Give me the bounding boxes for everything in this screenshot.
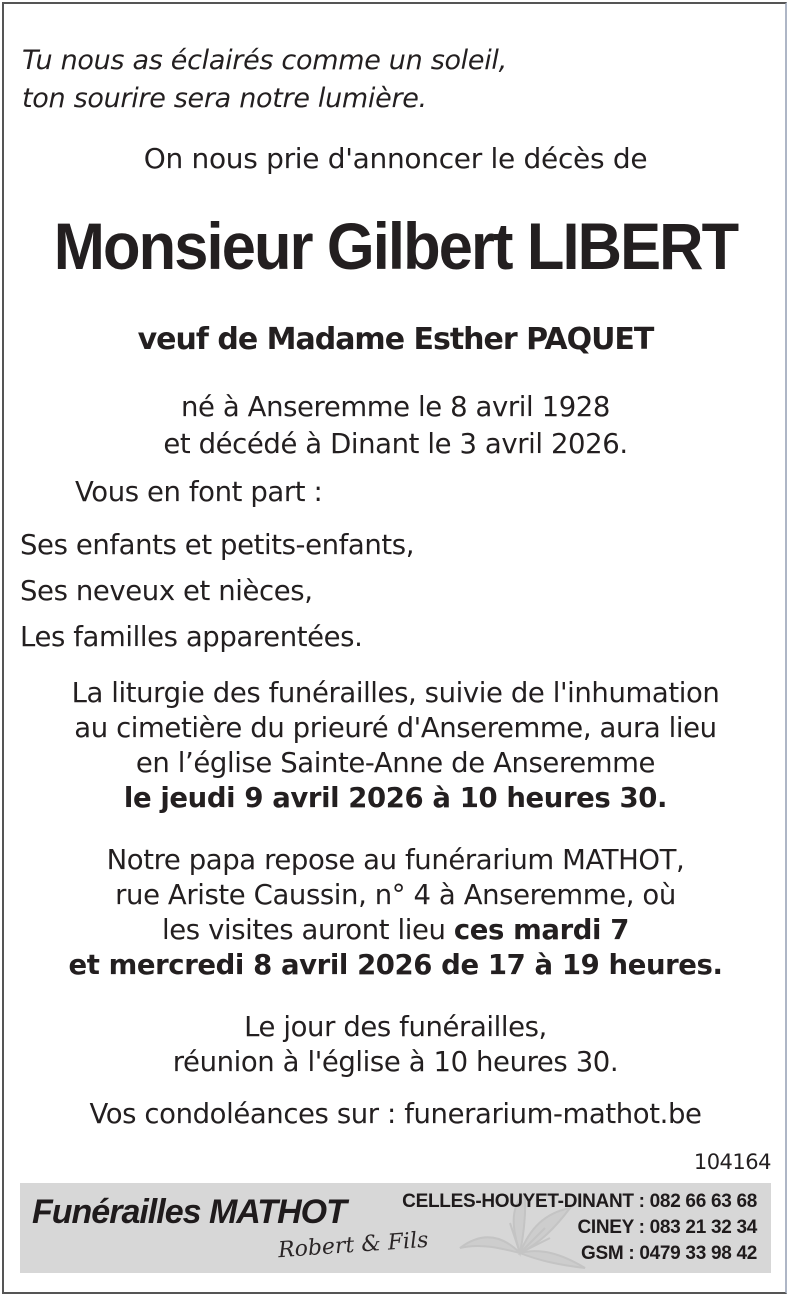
liturgy-line-3: en l’église Sainte-Anne de Anseremme	[135, 747, 656, 779]
visitation-line-4: et mercredi 8 avril 2026 de 17 à 19 heures.	[68, 949, 723, 981]
funeral-home-banner	[20, 1183, 771, 1273]
deceased-name: Monsieur Gilbert LIBERT	[53, 209, 738, 283]
epigraph	[22, 42, 507, 118]
visitation-line-2: rue Ariste Caussin, n° 4 à Anseremme, où	[115, 879, 676, 911]
funeral-home-subtitle: Robert & Fils	[277, 1227, 430, 1264]
announcement: On nous prie d'annoncer le décès de	[143, 142, 648, 175]
visitation-block	[0, 843, 791, 983]
liturgy-line-1: La liturgie des funérailles, suivie de l'inhumation	[71, 677, 720, 709]
meeting-line-1: Le jour des funérailles,	[244, 1011, 547, 1043]
visitation-line-1: Notre papa repose au funérarium MATHOT,	[106, 844, 685, 876]
epigraph-line-1: Tu nous as éclairés comme un soleil,	[22, 45, 507, 76]
meeting-block	[0, 1010, 791, 1080]
contact-line-2: CINEY : 083 21 32 34	[577, 1217, 757, 1238]
contact-line-3: GSM : 0479 33 98 42	[581, 1243, 757, 1264]
death-line: et décédé à Dinant le 3 avril 2026.	[163, 428, 628, 460]
contact-line-1: CELLES-HOUYET-DINANT : 082 66 63 68	[402, 1191, 757, 1212]
reference-number: 104164	[693, 1150, 771, 1174]
family-line-2: Ses neveux et nièces,	[20, 575, 313, 607]
meeting-line-2: réunion à l'église à 10 heures 30.	[172, 1046, 619, 1078]
liturgy-block	[0, 676, 791, 816]
family-line-3: Les familles apparentées.	[20, 621, 363, 653]
liturgy-date: le jeudi 9 avril 2026 à 10 heures 30.	[123, 782, 668, 814]
widow-of: veuf de Madame Esther PAQUET	[137, 322, 654, 357]
liturgy-line-2: au cimetière du prieuré d'Anseremme, aura lieu	[74, 712, 717, 744]
contact-list	[402, 1189, 757, 1267]
family-line-1: Ses enfants et petits-enfants,	[20, 529, 415, 561]
visitation-line-3: les visites auront lieu ces mardi 7	[162, 914, 629, 946]
notice-by: Vous en font part :	[75, 476, 323, 508]
condolences: Vos condoléances sur : funerarium-mathot.be	[89, 1098, 702, 1130]
epigraph-line-2: ton sourire sera notre lumière.	[22, 83, 427, 114]
funeral-home-name: Funérailles MATHOT	[32, 1193, 346, 1231]
birth-line: né à Anseremme le 8 avril 1928	[180, 391, 610, 423]
